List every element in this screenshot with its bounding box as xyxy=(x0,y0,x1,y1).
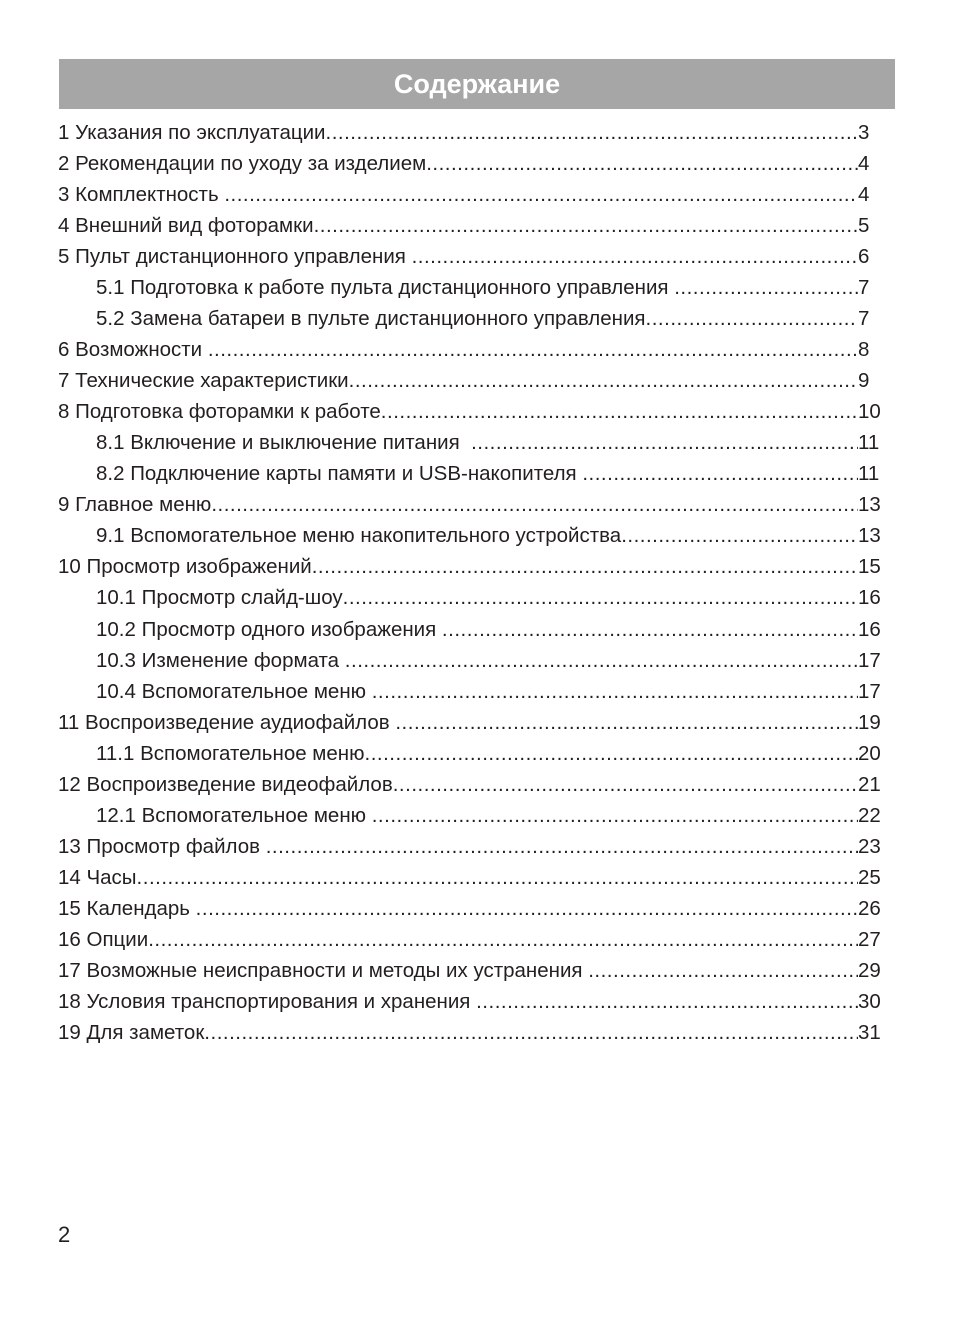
toc-entry-page: 11 xyxy=(858,431,880,455)
toc-leader-dots xyxy=(412,245,858,269)
toc-leader-dots xyxy=(196,897,858,921)
toc-entry[interactable] xyxy=(58,148,884,179)
toc-entry-page: 21 xyxy=(858,772,881,796)
toc-entry[interactable] xyxy=(58,707,884,738)
toc-entry-page: 23 xyxy=(858,834,881,858)
toc-leader-dots xyxy=(582,462,858,486)
toc-leader-dots xyxy=(471,431,858,455)
toc-entry-page: 5 xyxy=(858,213,870,237)
toc-entry-title: 1 Указания по эксплуатации xyxy=(58,120,326,144)
toc-entry-title: 15 Календарь xyxy=(58,897,196,921)
toc-entry-page: 3 xyxy=(858,120,870,144)
toc-leader-dots xyxy=(312,555,858,579)
toc-entry-title: 10.3 Изменение формата xyxy=(96,648,345,672)
toc-entry[interactable] xyxy=(58,303,884,334)
toc-leader-dots xyxy=(137,866,858,890)
toc-entry-page: 4 xyxy=(858,151,870,175)
toc-entry[interactable] xyxy=(58,179,884,210)
toc-entry[interactable] xyxy=(58,428,884,459)
toc-leader-dots xyxy=(211,493,858,517)
toc-leader-dots xyxy=(266,835,858,859)
toc-entry-title: 9.1 Вспомогательное меню накопительного устройства xyxy=(96,524,622,548)
toc-entry-title: 7 Технические характеристики xyxy=(58,369,349,393)
toc-entry-page: 13 xyxy=(858,493,881,517)
toc-entry-page: 16 xyxy=(858,586,881,610)
toc-leader-dots xyxy=(372,680,858,704)
toc-entry-page: 8 xyxy=(858,337,870,361)
toc-entry-title: 5.1 Подготовка к работе пульта дистанционного управления xyxy=(96,275,675,299)
toc-entry-title: 8.1 Включение и выключение питания xyxy=(96,431,472,455)
toc-entry[interactable] xyxy=(58,366,884,397)
toc-entry[interactable] xyxy=(58,241,884,272)
toc-entry-page: 15 xyxy=(858,555,881,579)
toc-entry-title: 10.1 Просмотр слайд-шоу xyxy=(96,586,343,610)
contents-title: Содержание xyxy=(393,68,561,99)
toc-entry[interactable] xyxy=(58,210,884,241)
toc-entry-page: 25 xyxy=(858,866,881,890)
toc-entry-title: 11 Воспроизведение аудиофайлов xyxy=(58,710,396,734)
toc-entry[interactable] xyxy=(58,521,884,552)
toc-leader-dots xyxy=(224,183,858,207)
toc-entry-title: 8 Подготовка фоторамки к работе xyxy=(58,400,381,424)
toc-entry-title: 5 Пульт дистанционного управления xyxy=(58,244,412,268)
toc-entry-page: 10 xyxy=(858,400,881,424)
toc-leader-dots xyxy=(426,152,858,176)
toc-leader-dots xyxy=(365,742,858,766)
toc-entry[interactable] xyxy=(58,397,884,428)
page-number: 2 xyxy=(58,1222,71,1247)
toc-entry-page: 31 xyxy=(858,1021,881,1045)
toc-entry-title: 4 Внешний вид фоторамки xyxy=(58,213,314,237)
toc-entry[interactable] xyxy=(58,863,884,894)
toc-entry-page: 22 xyxy=(858,803,881,827)
toc-entry-page: 20 xyxy=(858,741,881,765)
contents-header xyxy=(59,59,895,109)
toc-entry[interactable] xyxy=(58,987,884,1018)
toc-entry[interactable] xyxy=(58,334,884,365)
toc-entry-page: 27 xyxy=(858,928,881,952)
toc-leader-dots xyxy=(372,804,858,828)
toc-entry-title: 18 Условия транспортирования и хранения xyxy=(58,990,477,1014)
toc-entry-page: 6 xyxy=(858,244,870,268)
toc-leader-dots xyxy=(476,990,858,1014)
toc-entry[interactable] xyxy=(58,769,884,800)
toc-leader-dots xyxy=(442,618,858,642)
toc-leader-dots xyxy=(621,524,858,548)
table-of-contents xyxy=(58,117,884,1049)
toc-entry-page: 13 xyxy=(858,524,881,548)
toc-entry-title: 16 Опции xyxy=(58,928,149,952)
toc-leader-dots xyxy=(343,586,858,610)
toc-entry-page: 29 xyxy=(858,959,881,983)
toc-entry[interactable] xyxy=(58,894,884,925)
toc-entry-title: 9 Главное меню xyxy=(58,493,212,517)
toc-leader-dots xyxy=(208,338,858,362)
toc-entry-page: 7 xyxy=(858,306,870,330)
toc-entry-page: 11 xyxy=(858,462,880,486)
toc-leader-dots xyxy=(588,959,858,983)
toc-entry-title: 10.4 Вспомогательное меню xyxy=(96,679,372,703)
toc-entry-page: 17 xyxy=(858,648,881,672)
toc-entry-title: 14 Часы xyxy=(58,866,137,890)
toc-entry-page: 16 xyxy=(858,617,881,641)
toc-leader-dots xyxy=(326,121,858,145)
toc-entry-title: 17 Возможные неисправности и методы их устранения xyxy=(58,959,589,983)
toc-entry-title: 3 Комплектность xyxy=(58,182,225,206)
toc-entry[interactable] xyxy=(58,800,884,831)
toc-entry-page: 30 xyxy=(858,990,881,1014)
toc-entry-page: 26 xyxy=(858,897,881,921)
toc-leader-dots xyxy=(148,928,858,952)
toc-entry-page: 4 xyxy=(858,182,870,206)
toc-entry[interactable] xyxy=(58,956,884,987)
toc-leader-dots xyxy=(204,1021,858,1045)
toc-entry-title: 6 Возможности xyxy=(58,337,208,361)
toc-entry[interactable] xyxy=(58,459,884,490)
toc-entry-page: 17 xyxy=(858,679,881,703)
toc-entry[interactable] xyxy=(58,831,884,862)
toc-entry[interactable] xyxy=(58,1018,884,1049)
toc-entry-title: 19 Для заметок xyxy=(58,1021,205,1045)
toc-entry[interactable] xyxy=(58,738,884,769)
toc-entry[interactable] xyxy=(58,272,884,303)
toc-leader-dots xyxy=(395,711,858,735)
toc-entry[interactable] xyxy=(58,583,884,614)
toc-entry-title: 10 Просмотр изображений xyxy=(58,555,312,579)
toc-entry[interactable] xyxy=(58,490,884,521)
toc-entry-page: 19 xyxy=(858,710,881,734)
toc-entry[interactable] xyxy=(58,925,884,956)
toc-leader-dots xyxy=(393,773,858,797)
toc-entry-title: 10.2 Просмотр одного изображения xyxy=(96,617,442,641)
toc-leader-dots xyxy=(674,276,858,300)
toc-leader-dots xyxy=(381,400,858,424)
toc-entry-title: 11.1 Вспомогательное меню xyxy=(96,741,365,765)
toc-entry-title: 8.2 Подключение карты памяти и USB-накопителя xyxy=(96,462,583,486)
toc-leader-dots xyxy=(314,214,858,238)
toc-entry-title: 5.2 Замена батареи в пульте дистанционного управления xyxy=(96,306,646,330)
toc-leader-dots xyxy=(646,307,858,331)
toc-entry[interactable] xyxy=(58,117,884,148)
toc-entry-title: 13 Просмотр файлов xyxy=(58,834,266,858)
toc-entry-title: 2 Рекомендации по уходу за изделием xyxy=(58,151,427,175)
toc-entry-page: 7 xyxy=(858,275,870,299)
toc-entry[interactable] xyxy=(58,552,884,583)
toc-entry[interactable] xyxy=(58,645,884,676)
toc-leader-dots xyxy=(345,649,858,673)
toc-entry-title: 12 Воспроизведение видеофайлов xyxy=(58,772,393,796)
toc-entry[interactable] xyxy=(58,614,884,645)
toc-entry-page: 9 xyxy=(858,369,870,393)
toc-leader-dots xyxy=(349,369,858,393)
toc-entry[interactable] xyxy=(58,676,884,707)
toc-entry-title: 12.1 Вспомогательное меню xyxy=(96,803,372,827)
